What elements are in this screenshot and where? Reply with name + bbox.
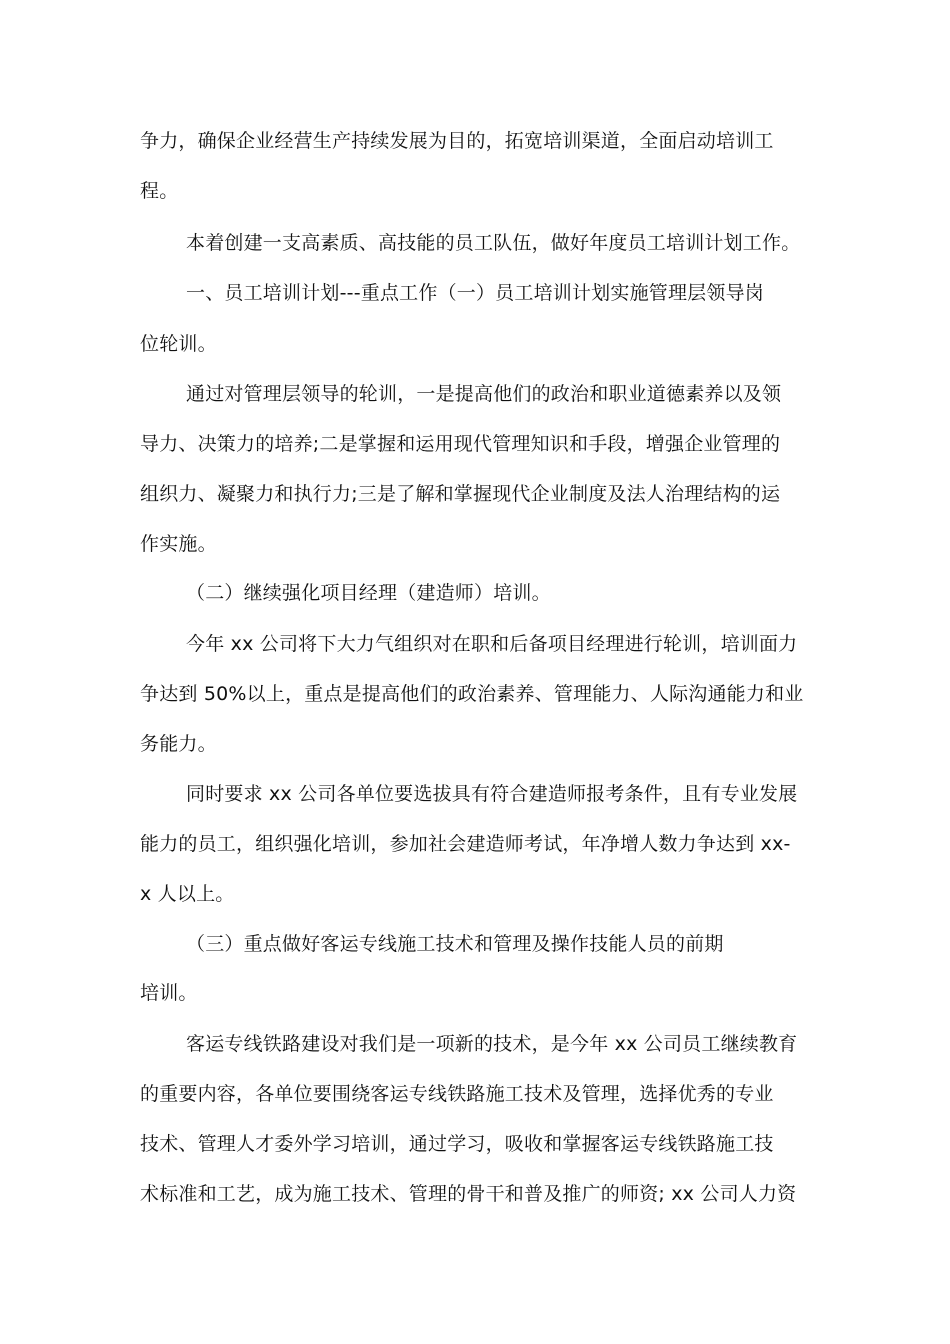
subsection-heading-line: （三）重点做好客运专线施工技术和管理及操作技能人员的前期	[186, 933, 724, 955]
section-heading-line: 一、员工培训计划---重点工作（一）员工培训计划实施管理层领导岗	[186, 282, 764, 304]
subsection-heading-line: （二）继续强化项目经理（建造师）培训。	[186, 582, 551, 604]
body-text-line: 争达到 50%以上，重点是提高他们的政治素养、管理能力、人际沟通能力和业	[140, 683, 804, 705]
paragraph-line: 今年 xx 公司将下大力气组织对在职和后备项目经理进行轮训，培训面力	[186, 633, 798, 655]
body-text-line: 术标准和工艺，成为施工技术、管理的骨干和普及推广的师资; xx 公司人力资	[140, 1183, 797, 1205]
body-text-line: 的重要内容，各单位要围绕客运专线铁路施工技术及管理，选择优秀的专业	[140, 1083, 774, 1105]
body-text-line: 争力，确保企业经营生产持续发展为目的，拓宽培训渠道，全面启动培训工	[140, 130, 774, 152]
body-text-line: 能力的员工，组织强化培训，参加社会建造师考试，年净增人数力争达到 xx-	[140, 833, 791, 855]
paragraph-line: 客运专线铁路建设对我们是一项新的技术，是今年 xx 公司员工继续教育	[186, 1033, 798, 1055]
body-text-line: 组织力、凝聚力和执行力;三是了解和掌握现代企业制度及法人治理结构的运	[140, 483, 781, 505]
body-text-line: 务能力。	[140, 733, 217, 755]
section-heading-line: 位轮训。	[140, 333, 217, 355]
body-text-line: 程。	[140, 180, 179, 202]
body-text-line: 技术、管理人才委外学习培训，通过学习，吸收和掌握客运专线铁路施工技	[140, 1133, 774, 1155]
paragraph-line: 本着创建一支高素质、高技能的员工队伍，做好年度员工培训计划工作。	[186, 232, 801, 254]
subsection-heading-line: 培训。	[140, 982, 198, 1004]
paragraph-line: 同时要求 xx 公司各单位要选拔具有符合建造师报考条件，且有专业发展	[186, 783, 798, 805]
paragraph-line: 通过对管理层领导的轮训，一是提高他们的政治和职业道德素养以及领	[186, 383, 782, 405]
body-text-line: x 人以上。	[140, 883, 235, 905]
body-text-line: 作实施。	[140, 533, 217, 555]
body-text-line: 导力、决策力的培养;二是掌握和运用现代管理知识和手段，增强企业管理的	[140, 433, 781, 455]
